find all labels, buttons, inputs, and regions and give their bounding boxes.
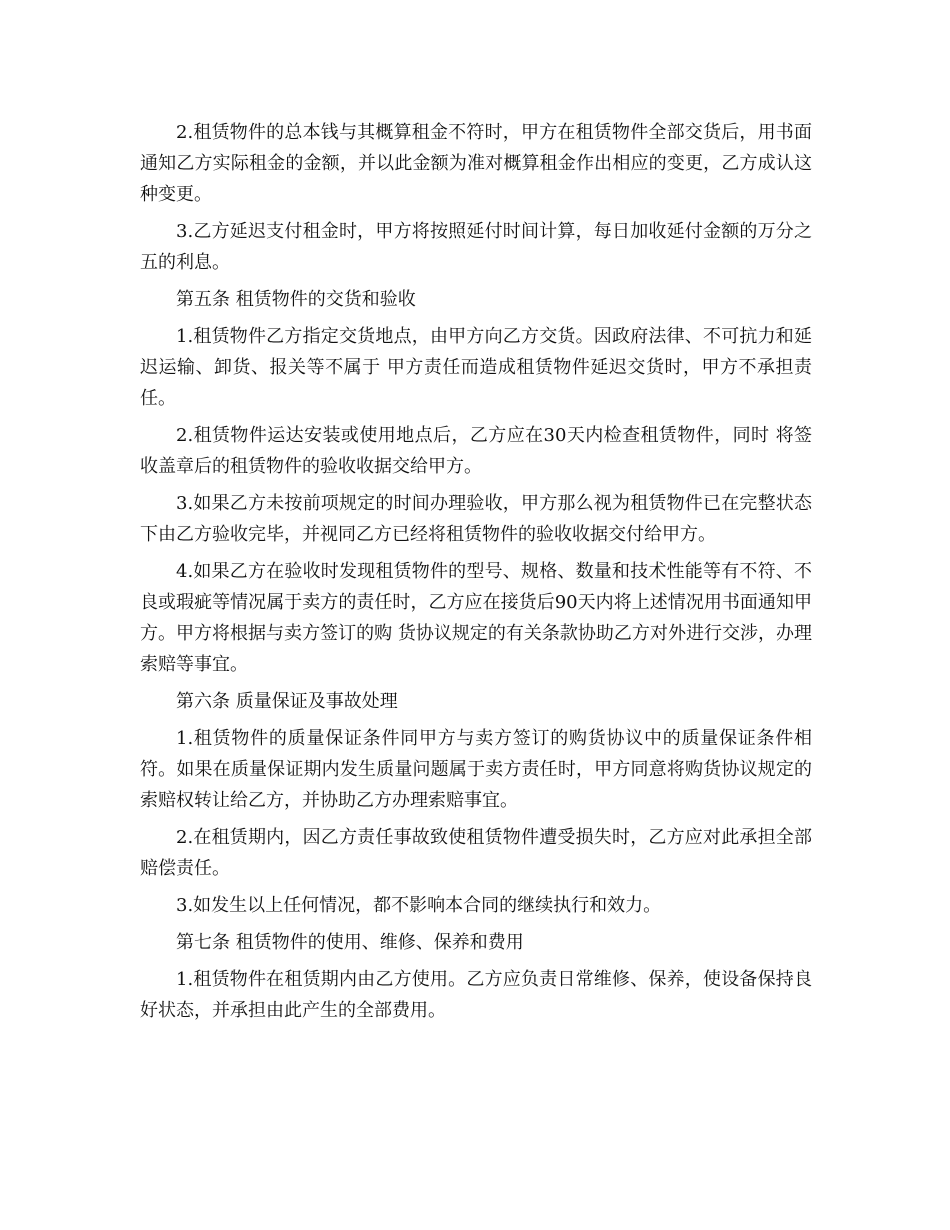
paragraph-delivery-location: 1.租赁物件乙方指定交货地点，由甲方向乙方交货。因政府法律、不可抗力和延迟运输、卸货、报关等不属于 甲方责任而造成租赁物件延迟交货时，甲方不承担责任。 xyxy=(140,326,812,409)
paragraph-contract-validity: 3.如发生以上任何情况，都不影响本合同的继续执行和效力。 xyxy=(176,895,662,916)
paragraph-late-payment-interest: 3.乙方延迟支付租金时，甲方将按照延付时间计算，每日加收延付金额的万分之五的利息。 xyxy=(140,221,812,273)
heading-article-6: 第六条 质量保证及事故处理 xyxy=(176,691,398,712)
paragraph-defect-claims: 4.如果乙方在验收时发现租赁物件的型号、规格、数量和技术性能等有不符、不良或瑕疵等情况属于卖方的责任时，乙方应在接货后90天内将上述情况用书面通知甲方。甲方将根据与卖方签订的购 货协议规定的有关条款协助乙方对外进行交涉，办理索赔等事宜。 xyxy=(140,561,812,675)
paragraph-use-and-maintenance: 1.租赁物件在租赁期内由乙方使用。乙方应负责日常维修、保养，使设备保持良好状态，并承担由此产生的全部费用。 xyxy=(140,969,812,1021)
paragraph-deemed-acceptance: 3.如果乙方未按前项规定的时间办理验收，甲方那么视为租赁物件已在完整状态下由乙方验收完毕，并视同乙方已经将租赁物件的验收收据交付给甲方。 xyxy=(140,493,812,545)
paragraph-liability-for-damage: 2.在租赁期内，因乙方责任事故致使租赁物件遭受损失时，乙方应对此承担全部赔偿责任。 xyxy=(140,827,812,879)
document-body xyxy=(140,117,812,1032)
heading-article-5: 第五条 租赁物件的交货和验收 xyxy=(176,289,416,310)
paragraph-quality-warranty: 1.租赁物件的质量保证条件同甲方与卖方签订的购货协议中的质量保证条件相符。如果在质量保证期内发生质量问题属于卖方责任时，甲方同意将购货协议规定的索赔权转让给乙方，并协助乙方办理索赔事宜。 xyxy=(140,728,812,811)
heading-article-7: 第七条 租赁物件的使用、维修、保养和费用 xyxy=(176,932,524,953)
paragraph-inspection-30-days: 2.租赁物件运达安装或使用地点后，乙方应在30天内检查租赁物件，同时 将签收盖章后的租赁物件的验收收据交给甲方。 xyxy=(140,425,812,477)
paragraph-rent-adjustment: 2.租赁物件的总本钱与其概算租金不符时，甲方在租赁物件全部交货后，用书面通知乙方实际租金的金额，并以此金额为准对概算租金作出相应的变更，乙方成认这种变更。 xyxy=(140,122,812,205)
